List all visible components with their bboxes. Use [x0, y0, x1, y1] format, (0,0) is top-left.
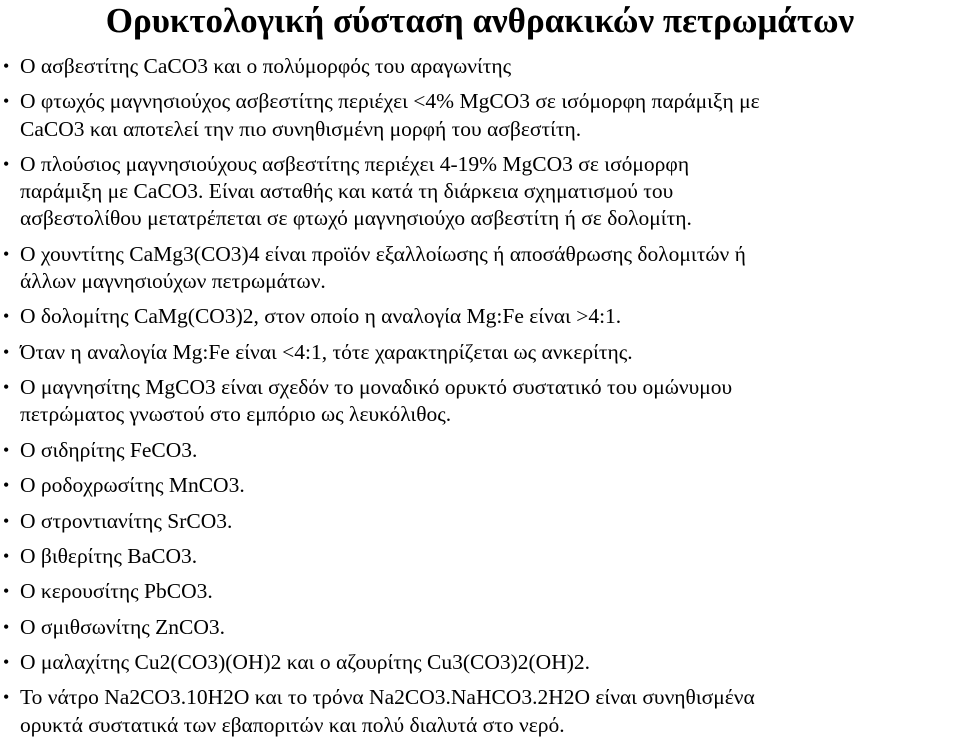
bullet-text: Ο ροδοχρωσίτης MnCO3.: [20, 473, 245, 498]
bullet-icon: •: [3, 687, 10, 708]
list-item: [0, 339, 960, 366]
bullet-text: ασβεστολίθου μετατρέπεται σε φτωχό μαγνησιούχο ασβεστίτη ή σε δολομίτη.: [20, 206, 692, 231]
bullet-icon: •: [3, 545, 10, 566]
bullet-text: Ο πλούσιος μαγνησιούχους ασβεστίτης περιέχει 4-19% MgCO3 σε ισόμορφη: [20, 151, 690, 176]
bullet-text: Ο μαλαχίτης Cu2(CO3)(OH)2 και ο αζουρίτης Cu3(CO3)2(OH)2.: [20, 650, 591, 675]
bullet-icon: •: [3, 377, 10, 398]
bullet-icon: •: [3, 510, 10, 531]
list-item: [0, 303, 960, 330]
list-item: [0, 508, 960, 535]
bullet-icon: •: [3, 652, 10, 673]
bullet-text: CaCO3 και αποτελεί την πιο συνηθισμένη μορφή του ασβεστίτη.: [20, 116, 582, 141]
bullet-text: Ο σμιθσωνίτης ZnCO3.: [20, 614, 225, 639]
bullet-text: πετρώματος γνωστού στο εμπόριο ως λευκόλιθος.: [20, 402, 452, 427]
list-item: [0, 472, 960, 499]
bullet-icon: •: [3, 56, 10, 76]
list-item: [0, 151, 960, 233]
list-item: [0, 374, 960, 428]
list-item: [0, 543, 960, 570]
bullet-text: Ο στροντιανίτης SrCO3.: [20, 508, 233, 533]
bullet-list: [0, 53, 960, 747]
list-item: [0, 241, 960, 295]
bullet-icon: •: [3, 341, 10, 362]
bullet-icon: •: [3, 91, 10, 112]
bullet-text: Ο ασβεστίτης CaCO3 και ο πολύμορφός του αραγωνίτης: [20, 54, 512, 78]
bullet-text: Ο μαγνησίτης MgCO3 είναι σχεδόν το μοναδικό ορυκτό συστατικό του ομώνυμου: [20, 375, 733, 400]
bullet-text: παράμιξη με CaCO3. Είναι ασταθής και κατά τη διάρκεια σχηματισμού του: [20, 179, 674, 204]
bullet-icon: •: [3, 439, 10, 460]
bullet-icon: •: [3, 581, 10, 602]
bullet-icon: •: [3, 243, 10, 264]
bullet-text: ορυκτά συστατικά των εβαποριτών και πολύ διαλυτά στο νερό.: [20, 712, 565, 737]
bullet-text: Ο σιδηρίτης FeCO3.: [20, 437, 198, 462]
bullet-text: Ο κερουσίτης PbCO3.: [20, 579, 213, 604]
bullet-icon: •: [3, 475, 10, 496]
bullet-text: Όταν η αναλογία Mg:Fe είναι <4:1, τότε χαρακτηρίζεται ως ανκερίτης.: [20, 339, 633, 364]
bullet-icon: •: [3, 616, 10, 637]
bullet-icon: •: [3, 153, 10, 174]
bullet-icon: •: [3, 306, 10, 327]
bullet-text: άλλων μαγνησιούχων πετρωμάτων.: [20, 268, 326, 293]
bullet-text: Ο χουντίτης CaMg3(CO3)4 είναι προϊόν εξαλλοίωσης ή αποσάθρωσης δολομιτών ή: [20, 241, 746, 266]
list-item: [0, 649, 960, 676]
list-item: [0, 614, 960, 641]
bullet-text: Ο δολομίτης CaMg(CO3)2, στον οποίο η αναλογία Mg:Fe είναι >4:1.: [20, 304, 622, 329]
bullet-text: Ο φτωχός μαγνησιούχος ασβεστίτης περιέχει <4% MgCO3 σε ισόμορφη παράμιξη με: [20, 89, 760, 114]
bullet-text: Ο βιθερίτης BaCO3.: [20, 543, 198, 568]
list-item: [0, 578, 960, 605]
list-item: [0, 88, 960, 142]
bullet-text: Το νάτρο Na2CO3.10H2O και το τρόνα Na2CO3.NaHCO3.2H2O είναι συνηθισμένα: [20, 685, 755, 710]
list-item: [0, 437, 960, 464]
list-item: [0, 53, 960, 80]
page-title: Ορυκτολογική σύσταση ανθρακικών πετρωμάτων: [105, 1, 855, 40]
list-item: [0, 684, 960, 738]
